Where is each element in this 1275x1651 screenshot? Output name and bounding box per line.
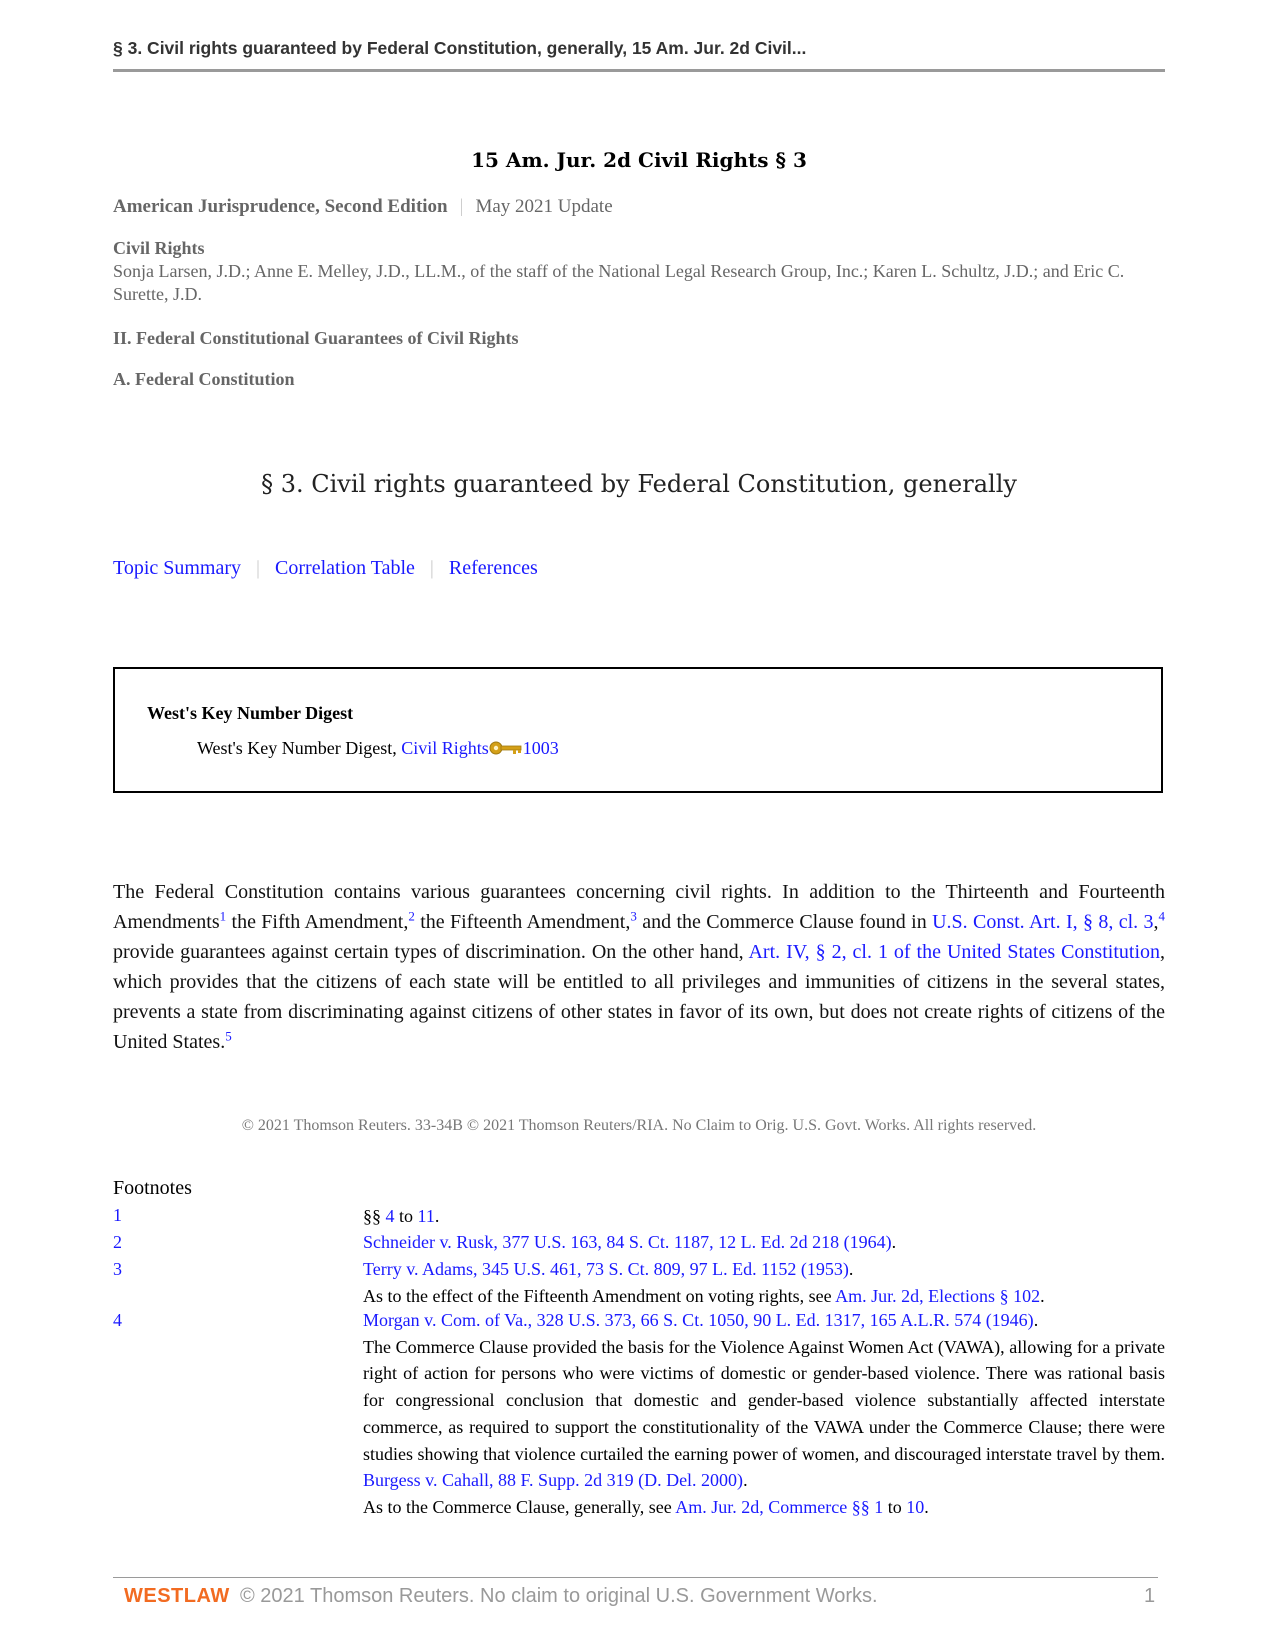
part-heading: II. Federal Constitutional Guarantees of Civil Rights: [113, 328, 519, 348]
running-header: § 3. Civil rights guaranteed by Federal Constitution, generally, 15 Am. Jur. 2d Civil...: [113, 38, 807, 58]
footnote-number-2[interactable]: 2: [113, 1232, 122, 1252]
footnote-text: .: [1040, 1285, 1045, 1306]
commerce-link-b[interactable]: 10: [906, 1496, 925, 1517]
footnote-number-1[interactable]: 1: [113, 1205, 122, 1225]
references-link[interactable]: References: [448, 557, 538, 579]
key-digest-heading: West's Key Number Digest: [147, 703, 354, 723]
footnote-text: to: [394, 1206, 418, 1226]
document-nav: [113, 557, 538, 580]
key-digest-number: 1003: [522, 738, 559, 758]
topic-summary-link[interactable]: Topic Summary: [113, 557, 242, 579]
key-number-digest-box: [113, 667, 1163, 793]
footnote-4-link[interactable]: Morgan v. Com. of Va., 328 U.S. 373, 66 S. Ct. 1050, 90 L. Ed. 1317, 165 A.L.R. 574 (1946): [363, 1310, 1034, 1330]
key-digest-prefix: West's Key Number Digest,: [197, 738, 402, 758]
section-body: [113, 877, 1165, 1057]
body-text: the Fifteenth Amendment,: [414, 911, 631, 933]
footer-copyright: © 2021 Thomson Reuters. No claim to original U.S. Government Works.: [240, 1585, 878, 1607]
footnote-text: .: [434, 1206, 440, 1226]
body-text: , which provides that the citizens of each state will be entitled to all privileges and immunities of citizens in the several states, prevents a state from discriminating against citizens of other states in favor of its own, but does not create rights of citizens of the United States.: [113, 941, 1165, 1053]
footnote-2: [363, 1229, 1165, 1256]
burgess-link[interactable]: Burgess v. Cahall, 88 F. Supp. 2d 319 (D. Del. 2000): [363, 1470, 744, 1491]
key-digest-topic: Civil Rights: [401, 738, 489, 758]
footnote-text: .: [1033, 1310, 1039, 1330]
footnote-text: As to the Commerce Clause, generally, see: [363, 1496, 676, 1517]
footnote-4: [363, 1307, 1165, 1521]
publication-row: [113, 196, 613, 218]
footnote-ref-2[interactable]: 2: [408, 908, 415, 924]
page-number: 1: [1144, 1585, 1156, 1607]
separator: |: [256, 557, 261, 579]
publication-name: American Jurisprudence, Second Edition: [113, 196, 448, 217]
body-text: provide guarantees against certain types of discrimination. On the other hand,: [113, 941, 749, 963]
body-text: ,: [1153, 911, 1159, 933]
separator: |: [429, 557, 434, 579]
authors: Sonja Larsen, J.D.; Anne E. Melley, J.D., LL.M., of the staff of the National Legal Research Group, Inc.; Karen L. Schultz, J.D.; and Eric C. Surette, J.D.: [113, 261, 1125, 304]
footnote-3: [363, 1256, 1165, 1309]
body-text: and the Commerce Clause found in: [636, 911, 933, 933]
citation-title: 15 Am. Jur. 2d Civil Rights § 3: [471, 148, 807, 172]
const-art-iv-link[interactable]: Art. IV, § 2, cl. 1 of the United States Constitution: [748, 941, 1160, 963]
footnote-number-3[interactable]: 3: [113, 1259, 122, 1279]
footnote-ref-3[interactable]: 3: [630, 908, 637, 924]
header-divider: [113, 69, 1165, 72]
commerce-link[interactable]: Am. Jur. 2d, Commerce §§ 1: [675, 1496, 884, 1517]
key-icon: [489, 741, 523, 755]
footnote-text: .: [743, 1470, 748, 1491]
publication-update: May 2021 Update: [475, 196, 613, 217]
subpart-heading: A. Federal Constitution: [113, 369, 295, 389]
footnote-number-4[interactable]: 4: [113, 1310, 122, 1330]
footnote-1-link-b[interactable]: 11: [417, 1206, 435, 1226]
footnote-1: [363, 1203, 1165, 1230]
key-digest-line: [197, 738, 559, 759]
footer-divider: [113, 1577, 1158, 1578]
copyright-notice: © 2021 Thomson Reuters. 33-34B © 2021 Thomson Reuters/RIA. No Claim to Orig. U.S. Govt. Works. All rights reserved.: [241, 1117, 1037, 1134]
westlaw-logo: WESTLAW: [124, 1585, 230, 1607]
key-digest-link[interactable]: [401, 738, 559, 758]
const-art-i-link[interactable]: U.S. Const. Art. I, § 8, cl. 3: [932, 911, 1154, 933]
footnote-3-link[interactable]: Terry v. Adams, 345 U.S. 461, 73 S. Ct. 809, 97 L. Ed. 1152 (1953): [363, 1259, 849, 1279]
footnote-text: §§: [363, 1206, 386, 1226]
footnote-2-link[interactable]: Schneider v. Rusk, 377 U.S. 163, 84 S. Ct. 1187, 12 L. Ed. 2d 218 (1964): [363, 1232, 892, 1252]
correlation-table-link[interactable]: Correlation Table: [275, 557, 415, 579]
footnotes-heading: Footnotes: [113, 1177, 192, 1199]
body-text: the Fifth Amendment,: [226, 911, 409, 933]
footnote-1-link-a[interactable]: 4: [385, 1206, 395, 1226]
section-title: § 3. Civil rights guaranteed by Federal Constitution, generally: [261, 470, 1017, 498]
footnote-text: .: [848, 1259, 854, 1279]
footnote-ref-4[interactable]: 4: [1158, 908, 1166, 924]
footnote-text: As to the effect of the Fifteenth Amendment on voting rights, see: [363, 1285, 836, 1306]
body-text: The Federal Constitution contains various guarantees concerning civil rights. In addition to the Thirteenth and Fourteenth Amendments: [113, 881, 1165, 933]
footnote-text: The Commerce Clause provided the basis for the Violence Against Women Act (VAWA), allowing for a private right of action for persons who were victims of domestic or gender-based violence. There was rational basis for congressional conclusion that domestic and gender-based violence substantially affected interstate commerce, as required to support the constitutionality of the VAWA under the Commerce Clause; there were studies showing that violence curtailed the earning power of women, and discouraged interstate travel by them.: [363, 1336, 1165, 1464]
footnote-text: .: [891, 1232, 897, 1252]
footnote-ref-5[interactable]: 5: [225, 1028, 232, 1044]
separator: |: [459, 196, 464, 217]
subject-heading: Civil Rights: [113, 238, 205, 258]
elections-link[interactable]: Am. Jur. 2d, Elections § 102: [835, 1285, 1041, 1306]
footnote-text: .: [924, 1496, 929, 1517]
footnote-text: to: [883, 1496, 907, 1517]
footnote-ref-1[interactable]: 1: [219, 908, 227, 924]
